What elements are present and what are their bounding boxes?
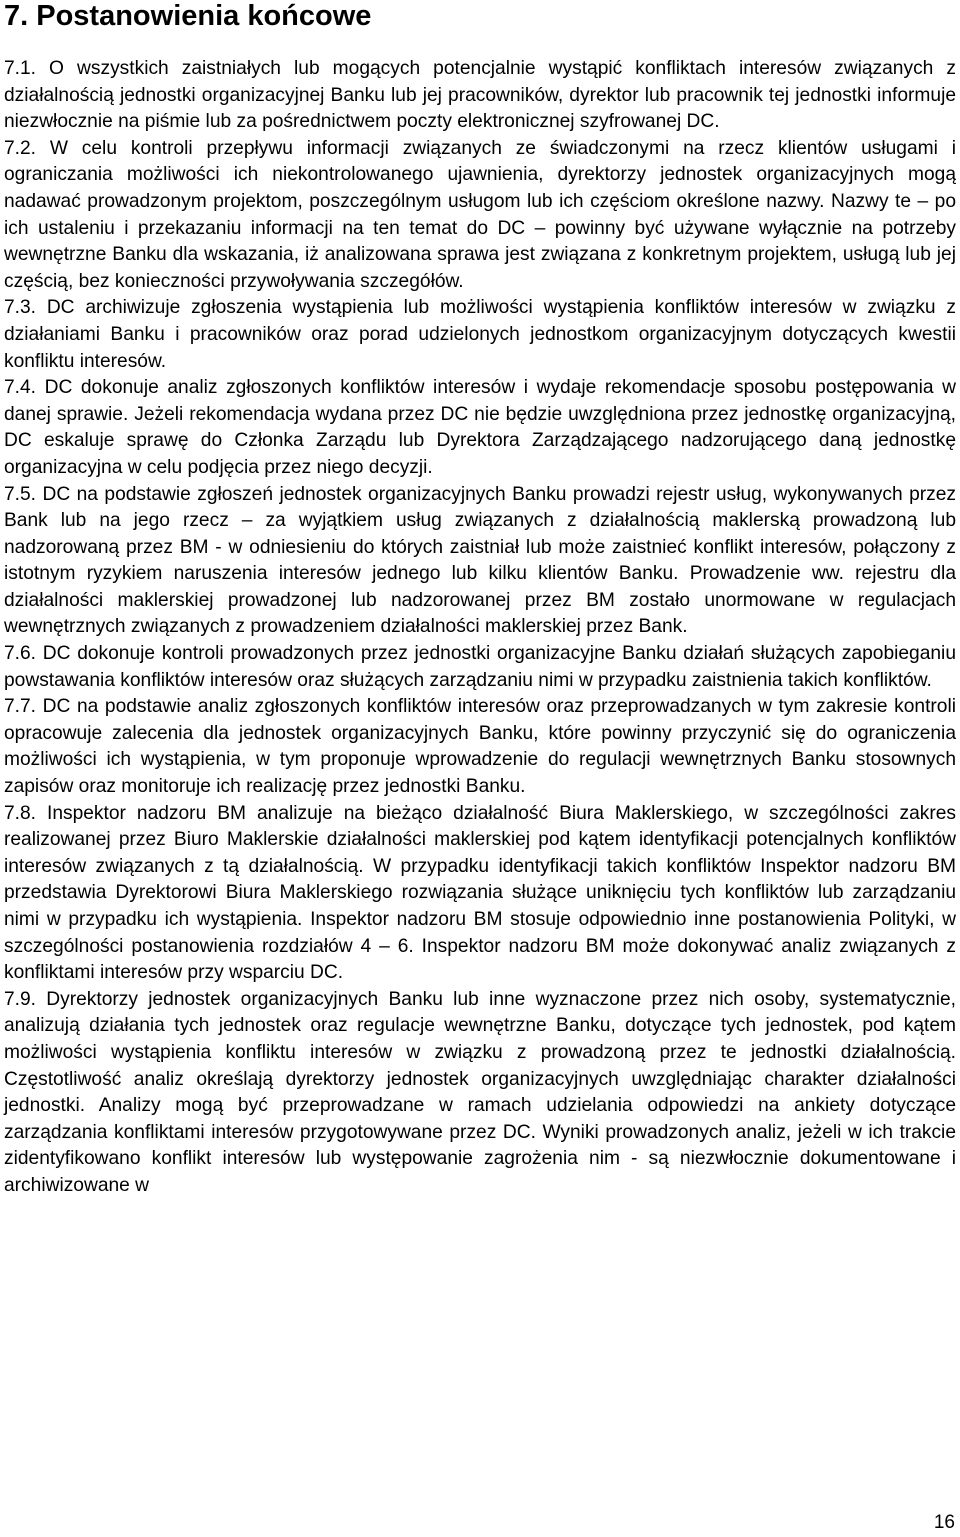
paragraph-7-4: 7.4. DC dokonuje analiz zgłoszonych konfliktów interesów i wydaje rekomendacje sposobu postępowania w danej sprawie. Jeżeli rekomendacja wydana przez DC nie będzie uwzględniona przez jednostkę organizacyjną, DC eskaluje sprawę do Członka Zarządu lub Dyrektora Zarządzającego nadzorującego daną jednostkę organizacyjna w celu podjęcia przez niego decyzji.: [4, 377, 956, 478]
paragraph-7-3: 7.3. DC archiwizuje zgłoszenia wystąpienia lub możliwości wystąpienia konfliktów interesów w związku z działaniami Banku i pracowników oraz porad udzielonych jednostkom organizacyjnym dotyczących kwestii konfliktu interesów.: [4, 297, 956, 372]
paragraph-7-6: 7.6. DC dokonuje kontroli prowadzonych przez jednostki organizacyjne Banku działań służących zapobieganiu powstawania konfliktów interesów oraz służących zarządzaniu nimi w przypadku zaistnienia takich konfliktów.: [4, 643, 956, 691]
paragraph-7-1: 7.1. O wszystkich zaistniałych lub mogących potencjalnie wystąpić konfliktach interesów związanych z działalnością jednostki organizacyjnej Banku lub jej pracowników, dyrektor lub pracownik tej jednostki informuje niezwłocznie na piśmie lub za pośrednictwem poczty elektronicznej szyfrowanej DC.: [4, 58, 956, 133]
paragraph-7-9: 7.9. Dyrektorzy jednostek organizacyjnych Banku lub inne wyznaczone przez nich osoby, systematycznie, analizują działania tych jednostek oraz regulacje wewnętrzne Banku, dotyczące tych jednostek, pod kątem możliwości wystąpienia konfliktu interesów w związku z prowadzoną przez te jednostki działalnością. Częstotliwość analiz określają dyrektorzy jednostek organizacyjnych uwzględniając charakter działalności jednostki. Analizy mogą być przeprowadzane w ramach udzielania odpowiedzi na ankiety dotyczące zarządzania konfliktami interesów przygotowywane przez DC. Wyniki prowadzonych analiz, jeżeli w ich trakcie zidentyfikowano konflikt interesów lub występowanie zagrożenia nim - są niezwłocznie dokumentowane i archiwizowane w: [4, 988, 956, 1196]
page-number: 16: [933, 1512, 955, 1533]
section-title: 7. Postanowienia końcowe: [4, 0, 372, 32]
paragraph-7-5: 7.5. DC na podstawie zgłoszeń jednostek organizacyjnych Banku prowadzi rejestr usług, wykonywanych przez Bank lub na jego rzecz – za wyjątkiem usług związanych z działalnością maklerską prowadzoną lub nadzorowaną przez BM - w odniesieniu do których zaistniał lub może zaistnieć konflikt interesów, połączony z istotnym ryzykiem naruszenia interesów jednego lub kilku klientów Banku. Prowadzenie ww. rejestru dla działalności maklerskiej prowadzonej lub nadzorowanej przez BM zostało unormowane w regulacjach wewnętrznych związanych z prowadzeniem działalności maklerskiej przez Bank.: [4, 483, 956, 638]
paragraph-7-2: 7.2. W celu kontroli przepływu informacji związanych ze świadczonymi na rzecz klientów usługami i ograniczania możliwości ich niekontrolowanego ujawnienia, dyrektorzy jednostek organizacyjnych mogą nadawać prowadzonym projektom, poszczególnym usługom lub ich częściom określone nazwy. Nazwy te – po ich ustaleniu i przekazaniu informacji na ten temat do DC – powinny być używane wyłącznie na potrzeby wewnętrzne Banku dla wskazania, iż analizowana sprawa jest związana z konkretnym projektem, usługą lub jej częścią, bez konieczności przywoływania szczegółów.: [4, 137, 956, 292]
document-body: [4, 56, 956, 1200]
paragraph-7-7: 7.7. DC na podstawie analiz zgłoszonych konfliktów interesów oraz przeprowadzanych w tym zakresie kontroli opracowuje zalecenia dla jednostek organizacyjnych Banku, które powinny przyczynić się do ograniczenia możliwości ich wystąpienia, w tym proponuje wprowadzenie do regulacji wewnętrznych Banku stosownych zapisów oraz monitoruje ich realizację przez jednostki Banku.: [4, 696, 956, 798]
paragraph-7-8: 7.8. Inspektor nadzoru BM analizuje na bieżąco działalność Biura Maklerskiego, w szczególności zakres realizowanej przez Biuro Maklerskie działalności maklerskiej pod kątem identyfikacji potencjalnych konfliktów interesów związanych z tą działalnością. W przypadku identyfikacji takich konfliktów Inspektor nadzoru BM przedstawia Dyrektorowi Biura Maklerskiego rozwiązania służące uniknięciu tych konfliktów lub zarządzaniu nimi w przypadku ich wystąpienia. Inspektor nadzoru BM stosuje odpowiednio inne postanowienia Polityki, w szczególności postanowienia rozdziałów 4 – 6. Inspektor nadzoru BM może dokonywać analiz związanych z konfliktami interesów przy wsparciu DC.: [4, 802, 956, 984]
